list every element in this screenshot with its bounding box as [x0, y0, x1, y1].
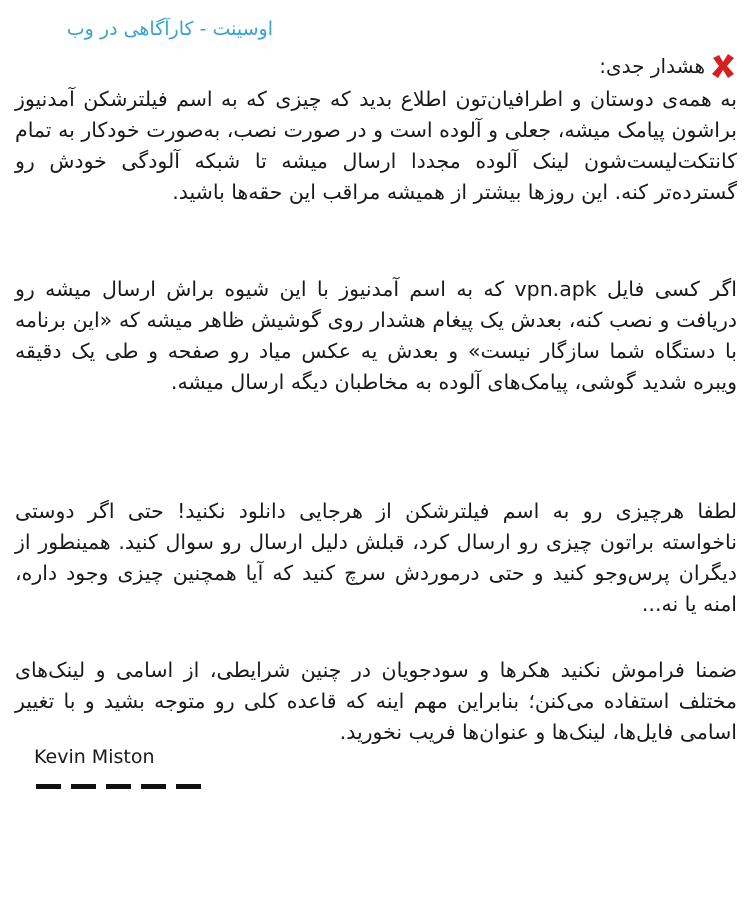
paragraph-warning: به همه‌ی دوستان و اطرافیان‌تون اطلاع بدید که چیزی که به اسم فیلترشکن آمدنیوز براشون پیامک میشه، جعلی و آلوده است و در صورت نصب، به‌صورت خودکار به تمام کانتکت‌لیست‌شون لینک آلوده مجددا ارسال میشه تا شبکه آلودگی خودش رو گسترده‌تر کنه. این روزها بیشتر از همیشه مراقب این حقه‌ها باشید. — [15, 87, 737, 204]
warning-heading — [599, 52, 737, 80]
paragraph-advice: لطفا هرچیزی رو به اسم فیلترشکن از هرجایی دانلود نکنید! حتی اگر دوستی ناخواسته براتون چیزی رو ارسال کرد، قبلش دلیل ارسال رو سوال کنید. همینطور از دیگران پرس‌وجو کنید و حتی درموردش سرچ کنید که آیا همچنین چیزی وجود داره، امنه یا نه... — [15, 499, 737, 616]
channel-title: اوسینت - کارآگاهی در وب — [66, 18, 273, 40]
paragraph-vpn-apk: اگر کسی فایل vpn.apk که به اسم آمدنیوز با این شیوه براش ارسال میشه رو دریافت و نصب کنه، بعدش یک پیغام هشدار روی گوشیش ظاهر میشه که «این برنامه با دستگاه شما سازگار نیست» و بعدش یه عکس میاد رو صفحه و طی یک دقیقه ویبره شدید گوشی، پیامک‌های آلوده به مخاطبان دیگه ارسال میشه. — [15, 277, 737, 394]
red-x-icon — [709, 52, 737, 80]
signature-dashes — [36, 784, 201, 789]
warning-label: هشدار جدی: — [599, 54, 705, 78]
signature-name: Kevin Miston — [34, 746, 155, 768]
paragraph-reminder: ضمنا فراموش نکنید هکرها و سودجویان در چنین شرایطی، از اسامی و لینک‌های مختلف استفاده می‌کنن؛ بنابراین مهم اینه که قاعده کلی رو متوجه بشید و با تغییر اسامی فایل‌ها، لینک‌ها و عنوان‌ها فریب نخورید. — [15, 658, 737, 744]
